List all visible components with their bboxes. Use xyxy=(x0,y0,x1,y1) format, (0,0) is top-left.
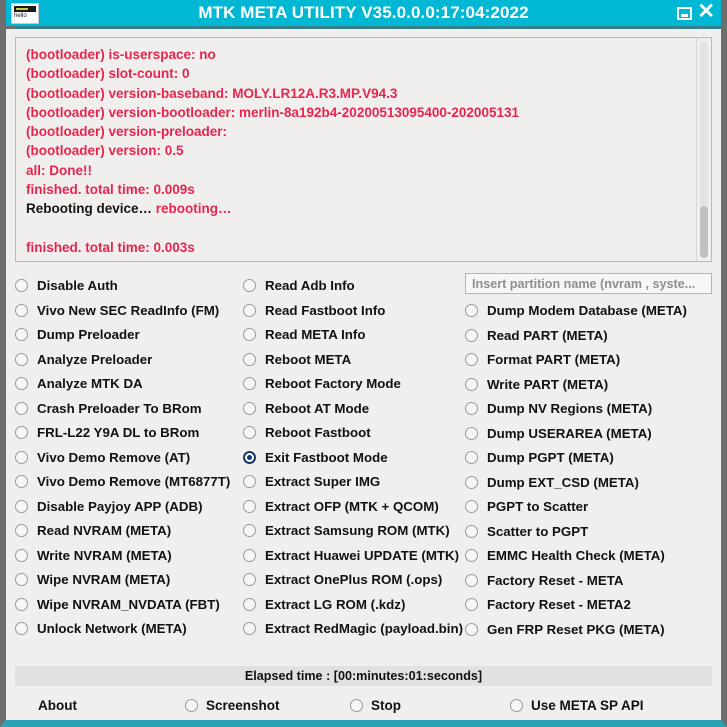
option-radio[interactable] xyxy=(15,469,243,494)
radio-icon xyxy=(243,549,256,562)
radio-icon xyxy=(465,476,478,489)
radio-icon xyxy=(15,426,28,439)
radio-icon xyxy=(243,500,256,513)
bottom-bar xyxy=(15,666,712,720)
radio-icon xyxy=(243,279,256,292)
window-title: MTK META UTILITY V35.0.0.0:17:04:2022 xyxy=(198,3,529,22)
option-label: Disable Payjoy APP (ADB) xyxy=(37,498,203,514)
screenshot-radio[interactable] xyxy=(185,698,350,713)
option-label: Dump EXT_CSD (META) xyxy=(487,474,639,490)
radio-icon xyxy=(15,353,28,366)
use-meta-sp-api-radio[interactable] xyxy=(510,698,644,713)
log-panel xyxy=(15,37,712,262)
option-radio[interactable] xyxy=(465,494,712,519)
option-label: Wipe NVRAM_NVDATA (FBT) xyxy=(37,596,220,612)
use-meta-sp-api-label: Use META SP API xyxy=(531,697,644,713)
option-radio[interactable] xyxy=(243,396,465,421)
option-label: Read Adb Info xyxy=(265,278,355,294)
option-radio[interactable] xyxy=(15,298,243,323)
partition-name-input[interactable] xyxy=(465,273,712,294)
option-radio[interactable] xyxy=(15,518,243,543)
option-radio[interactable] xyxy=(465,445,712,470)
radio-icon xyxy=(465,574,478,587)
elapsed-time-label: Elapsed time : [00:minutes:01:seconds] xyxy=(15,666,712,686)
scrollbar-thumb[interactable] xyxy=(700,206,708,258)
bottom-controls-row xyxy=(15,686,712,720)
option-label: Extract LG ROM (.kdz) xyxy=(265,596,406,612)
radio-icon xyxy=(243,524,256,537)
log-line: (bootloader) version-baseband: MOLY.LR12A.R3.MP.V94.3 xyxy=(26,85,398,101)
option-label: Unlock Network (META) xyxy=(37,621,187,637)
radio-icon xyxy=(243,475,256,488)
option-label: PGPT to Scatter xyxy=(487,499,589,515)
option-label: Factory Reset - META2 xyxy=(487,597,631,613)
option-radio[interactable] xyxy=(15,592,243,617)
radio-icon xyxy=(465,549,478,562)
option-radio[interactable] xyxy=(465,421,712,446)
option-label: Dump PGPT (META) xyxy=(487,450,614,466)
option-label: Analyze Preloader xyxy=(37,351,153,367)
option-label: Crash Preloader To BRom xyxy=(37,400,202,416)
option-radio[interactable] xyxy=(243,445,465,470)
option-radio[interactable] xyxy=(243,347,465,372)
about-button[interactable]: About xyxy=(38,697,77,713)
minimize-icon[interactable] xyxy=(677,7,692,20)
option-radio[interactable] xyxy=(15,543,243,568)
radio-icon xyxy=(15,622,28,635)
option-label: Reboot AT Mode xyxy=(265,400,370,416)
option-radio[interactable] xyxy=(465,323,712,348)
option-radio[interactable] xyxy=(15,494,243,519)
log-output[interactable] xyxy=(16,38,696,261)
radio-icon xyxy=(243,622,256,635)
option-radio[interactable] xyxy=(465,347,712,372)
option-radio[interactable] xyxy=(15,322,243,347)
radio-icon xyxy=(15,304,28,317)
option-radio[interactable] xyxy=(243,616,465,641)
window-controls xyxy=(677,1,721,25)
option-label: Extract OFP (MTK + QCOM) xyxy=(265,498,439,514)
log-line: finished. total time: 0.003s xyxy=(26,239,195,255)
option-radio[interactable] xyxy=(243,322,465,347)
radio-icon xyxy=(15,573,28,586)
option-label: Wipe NVRAM (META) xyxy=(37,572,171,588)
option-radio[interactable] xyxy=(243,371,465,396)
options-column-1 xyxy=(15,273,243,660)
option-radio[interactable] xyxy=(465,617,712,642)
log-line: (bootloader) slot-count: 0 xyxy=(26,66,190,82)
log-line: all: Done!! xyxy=(26,162,92,178)
option-label: Vivo Demo Remove (AT) xyxy=(37,449,191,465)
option-label: Factory Reset - META xyxy=(487,572,624,588)
option-radio[interactable] xyxy=(243,567,465,592)
radio-icon xyxy=(243,402,256,415)
radio-icon xyxy=(15,451,28,464)
screenshot-radio-icon xyxy=(185,699,198,712)
radio-icon xyxy=(15,524,28,537)
radio-icon xyxy=(465,427,478,440)
radio-icon xyxy=(15,279,28,292)
option-radio[interactable] xyxy=(15,616,243,641)
option-radio[interactable] xyxy=(465,396,712,421)
log-line: Rebooting device… rebooting… xyxy=(26,201,232,217)
log-line xyxy=(26,219,692,238)
option-radio[interactable] xyxy=(15,371,243,396)
option-radio[interactable] xyxy=(465,568,712,593)
radio-icon xyxy=(243,426,256,439)
option-radio[interactable] xyxy=(15,420,243,445)
option-radio[interactable] xyxy=(243,298,465,323)
option-label: Write NVRAM (META) xyxy=(37,547,172,563)
option-radio[interactable] xyxy=(243,469,465,494)
option-label: Read META Info xyxy=(265,327,366,343)
app-window-icon xyxy=(11,3,39,24)
radio-icon xyxy=(15,598,28,611)
radio-icon xyxy=(465,525,478,538)
radio-icon xyxy=(15,549,28,562)
option-label: Exit Fastboot Mode xyxy=(265,449,388,465)
option-label: Dump USERAREA (META) xyxy=(487,425,652,441)
radio-icon xyxy=(15,402,28,415)
stop-radio-icon xyxy=(350,699,363,712)
option-radio[interactable] xyxy=(465,470,712,495)
option-radio[interactable] xyxy=(15,445,243,470)
radio-icon xyxy=(465,378,478,391)
options-column-3-list xyxy=(465,298,712,641)
screenshot-label: Screenshot xyxy=(206,697,280,713)
option-radio[interactable] xyxy=(15,567,243,592)
radio-icon xyxy=(465,304,478,317)
radio-icon xyxy=(243,353,256,366)
radio-icon xyxy=(15,377,28,390)
option-label: Reboot Factory Mode xyxy=(265,376,401,392)
log-line: (bootloader) version: 0.5 xyxy=(26,143,184,159)
option-radio[interactable] xyxy=(15,347,243,372)
radio-icon xyxy=(465,598,478,611)
radio-icon xyxy=(465,451,478,464)
option-label: Dump NV Regions (META) xyxy=(487,401,653,417)
radio-icon xyxy=(243,328,256,341)
option-label: EMMC Health Check (META) xyxy=(487,548,665,564)
radio-icon xyxy=(243,451,256,464)
radio-icon xyxy=(15,500,28,513)
radio-icon xyxy=(243,377,256,390)
option-radio[interactable] xyxy=(465,543,712,568)
radio-icon xyxy=(465,402,478,415)
option-radio[interactable] xyxy=(243,494,465,519)
title-bar xyxy=(0,0,727,29)
option-label: Gen FRP Reset PKG (META) xyxy=(487,621,665,637)
option-radio[interactable] xyxy=(243,543,465,568)
log-line: (bootloader) is-userspace: no xyxy=(26,47,216,62)
option-label: Vivo New SEC ReadInfo (FM) xyxy=(37,302,220,318)
radio-icon xyxy=(465,353,478,366)
app-icon-text: hello xyxy=(14,12,27,19)
option-radio[interactable] xyxy=(465,372,712,397)
close-icon[interactable]: ✕ xyxy=(697,0,715,23)
option-label: Read PART (META) xyxy=(487,327,608,343)
log-line: finished. total time: 0.009s xyxy=(26,182,195,198)
option-radio[interactable] xyxy=(465,592,712,617)
option-label: Disable Auth xyxy=(37,278,118,294)
option-label: FRL-L22 Y9A DL to BRom xyxy=(37,425,200,441)
option-label: Extract Super IMG xyxy=(265,474,381,490)
radio-icon xyxy=(243,304,256,317)
log-scrollbar[interactable] xyxy=(696,38,711,261)
option-label: Dump Modem Database (META) xyxy=(487,303,687,319)
option-label: Format PART (META) xyxy=(487,352,621,368)
option-radio[interactable] xyxy=(465,519,712,544)
radio-icon xyxy=(243,573,256,586)
log-line: (bootloader) version-bootloader: merlin-8a192b4-20200513095400-202005131 xyxy=(26,104,519,120)
use-meta-sp-api-radio-icon xyxy=(510,699,523,712)
option-label: Dump Preloader xyxy=(37,327,140,343)
option-radio[interactable] xyxy=(243,592,465,617)
options-grid xyxy=(15,273,712,660)
options-column-2 xyxy=(243,273,465,660)
option-radio[interactable] xyxy=(15,273,243,298)
option-label: Read Fastboot Info xyxy=(265,302,386,318)
option-label: Extract RedMagic (payload.bin) xyxy=(265,621,464,637)
radio-icon xyxy=(465,500,478,513)
radio-icon xyxy=(243,598,256,611)
radio-icon xyxy=(465,329,478,342)
option-radio[interactable] xyxy=(243,518,465,543)
radio-icon xyxy=(465,623,478,636)
radio-icon xyxy=(15,328,28,341)
radio-icon xyxy=(15,475,28,488)
stop-label: Stop xyxy=(371,697,401,713)
option-label: Extract Samsung ROM (MTK) xyxy=(265,523,450,539)
option-radio[interactable] xyxy=(243,273,465,298)
option-label: Extract OnePlus ROM (.ops) xyxy=(265,572,443,588)
option-radio[interactable] xyxy=(15,396,243,421)
option-radio[interactable] xyxy=(465,298,712,323)
log-line: (bootloader) version-preloader: xyxy=(26,124,228,140)
options-column-3 xyxy=(465,273,712,660)
stop-radio[interactable] xyxy=(350,698,510,713)
option-label: Reboot META xyxy=(265,351,352,367)
option-label: Reboot Fastboot xyxy=(265,425,371,441)
option-label: Scatter to PGPT xyxy=(487,523,589,539)
option-radio[interactable] xyxy=(243,420,465,445)
option-label: Analyze MTK DA xyxy=(37,376,143,392)
option-label: Extract Huawei UPDATE (MTK) xyxy=(265,547,460,563)
option-label: Write PART (META) xyxy=(487,376,609,392)
option-label: Read NVRAM (META) xyxy=(37,523,172,539)
option-label: Vivo Demo Remove (MT6877T) xyxy=(37,474,231,490)
